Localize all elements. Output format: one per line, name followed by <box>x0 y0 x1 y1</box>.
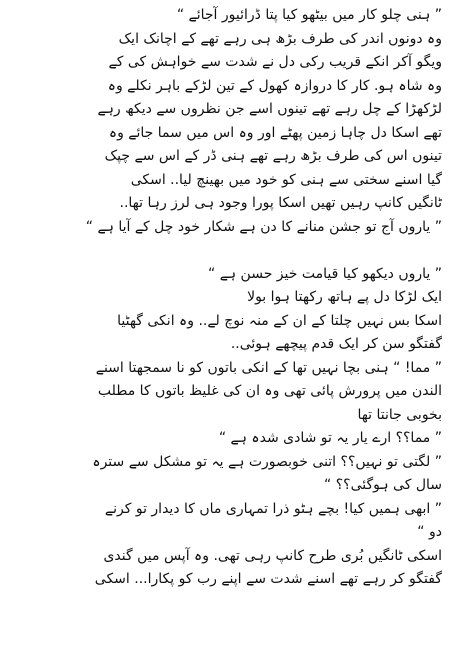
text-line: ” لگتی تو نہیں؟؟ اتنی خوبصورت ہے یہ تو مشکل سے سترہ <box>92 453 442 470</box>
text-line: سال کی ہوگئی؟؟ “ <box>324 477 442 493</box>
text-line: گفتگو کر رہے تھے اسنے شدت سے اپنے رب کو پکارا... اسکی <box>94 571 442 587</box>
text-line: ” ہنی چلو کار میں بیٹھو کیا پتا ڈرائیور آجائے “ <box>176 7 442 23</box>
text-line: اسکی ٹانگیں بُری طرح کانپ رہی تھی. وہ آپس میں گندی <box>103 547 442 564</box>
text-line: ” مما! “ ہنی بچا نہیں تھا کے انکی باتوں کو نا سمجھتا اسنے <box>95 359 442 376</box>
text-line: تھے اسکا دل چاہا زمین پھٹے اور وہ اس میں سما جائے وہ <box>108 124 442 141</box>
text-line: گفتگو سن کر ایک قدم پیچھے ہوئی.. <box>230 336 442 352</box>
text-line: گیا اسنے سختی سے ہنی کو خود میں بھینچ لیا.. اسکی <box>130 171 442 188</box>
text-line: ” یاروں آج تو جشن منانے کا دن ہے شکار خود چل کے آیا ہے “ <box>85 218 442 235</box>
text-line: ” یاروں دیکھو کیا قیامت خیز حسن ہے “ <box>207 265 442 282</box>
text-line: ” ابھی ہمیں کیا! بچے ہٹو ذرا تمہاری ماں کا دیدار تو کرنے <box>104 500 442 517</box>
text-line: الندن میں پرورش پائی تھی وہ ان کی غلیظ باتوں کا مطلب <box>97 383 442 399</box>
text-line: تینوں اس کی طرف بڑھ رہے تھے ہنی ڈر کے اس سے چپک <box>104 148 442 164</box>
text-line: وہ دونوں اندر کی طرف بڑھ ہی رہے تھے کے اچانک ایک <box>118 30 442 47</box>
text-line: بخوبی جانتا تھا <box>357 406 442 423</box>
text-line: دو “ <box>417 524 442 540</box>
text-line: لڑکھڑا کے چل رہے تھے تینوں اسے جن نظروں سے دیکھ رہے <box>97 101 442 117</box>
text-line: ویگو آکر انکے قریب رکی دل نے شدت سے خواہش کی کے <box>108 54 442 70</box>
blank-line <box>8 239 442 263</box>
text-line: ٹانگیں کانپ رہیں تھیں اسکا پورا وجود ہی لرز رہا تھا.. <box>119 195 442 211</box>
text-line: اسکا بس نہیں چلتا کے ان کے منہ نوچ لے.. وہ انکی گھٹیا <box>117 312 442 329</box>
text-line: ” مما؟؟ ارے یار یہ تو شادی شدہ ہے “ <box>218 430 442 446</box>
text-line: وہ شاہ ہو. کار کا دروازہ کھول کے تین لڑکے باہر نکلے وہ <box>107 77 442 94</box>
text-line: ایک لڑکا دل پے ہاتھ رکھتا ہوا بولا <box>247 289 442 305</box>
